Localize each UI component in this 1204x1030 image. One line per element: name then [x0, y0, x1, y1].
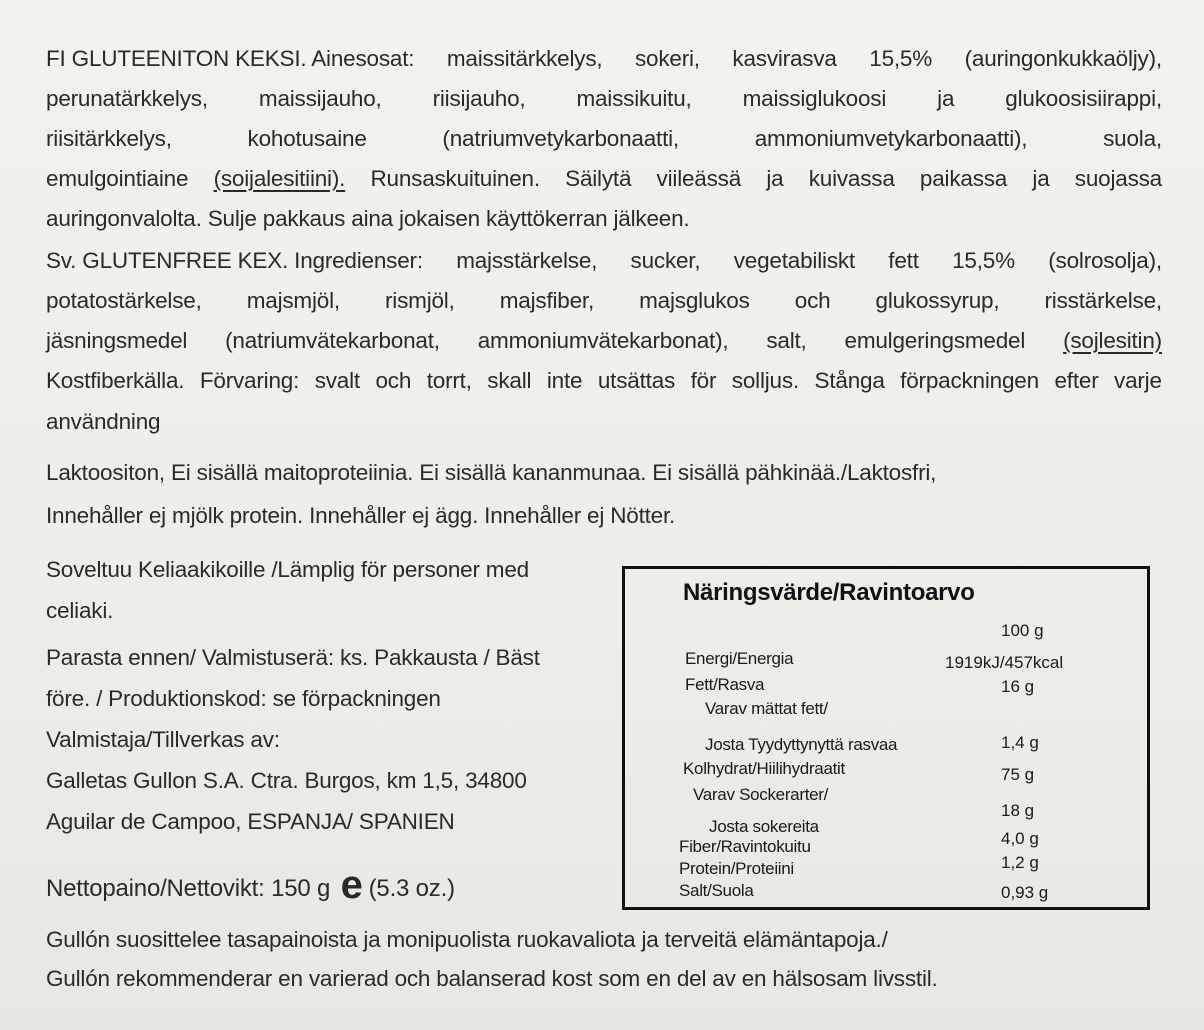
text-word: ammoniumvetykarbonaatti),: [754, 126, 1028, 151]
allergen-line-2: Innehåller ej mjölk protein. Innehåller ej ägg. Innehåller ej Nötter.: [46, 503, 676, 528]
text-word: majsmjöl,: [246, 288, 340, 313]
text-word: varje: [1114, 368, 1162, 393]
net-weight-value: 150 g: [271, 875, 331, 902]
text-word: (natriumvetykarbonaatti,: [442, 126, 679, 151]
text-word: och: [794, 288, 831, 313]
text-word: sucker,: [630, 248, 701, 273]
text-word: fett: [888, 248, 919, 273]
text-word: emulgointiaine: [46, 166, 189, 191]
nutrition-row-value: 1919kJ/457kcal: [945, 653, 1064, 672]
net-weight-oz: (5.3 oz.): [368, 875, 455, 902]
text-word: maissikuitu,: [576, 86, 692, 111]
text-word: för: [690, 368, 717, 393]
manufacturer-address-2: Aguilar de Campoo, ESPANJA/ SPANIEN: [46, 809, 455, 834]
text-word: (natriumvätekarbonat,: [225, 328, 440, 353]
text-word: riisijauho,: [432, 86, 526, 111]
nutrition-row-value: 75 g: [1001, 765, 1035, 784]
text-word: vegetabiliskt: [733, 248, 855, 273]
net-weight-label: Nettopaino/Nettovikt:: [46, 875, 265, 902]
fi-lines-line: [46, 44, 1162, 74]
text-word: glukoosisiirappi,: [1005, 86, 1162, 111]
text-word: sokeri,: [634, 46, 700, 71]
nutrition-row-value: 1,4 g: [1001, 733, 1039, 752]
text-word: FI GLUTEENITON KEKSI. Ainesosat:: [46, 46, 415, 71]
text-word: Förvaring:: [199, 368, 300, 393]
nutrition-row-label: Protein/Proteiini: [679, 859, 794, 878]
fi-lines-line: [46, 124, 1162, 154]
text-word: inte: [546, 368, 583, 393]
text-word: emulgeringsmedel: [844, 328, 1026, 353]
footer-line-1: Gullón suosittelee tasapainoista ja monipuolista ruokavaliota ja terveitä elämäntapoja./: [46, 927, 888, 952]
text-word: ja: [766, 166, 784, 191]
fi-lines-line: [46, 84, 1162, 114]
nutrition-row-label: Fett/Rasva: [685, 675, 765, 694]
text-word: Stånga: [814, 368, 885, 393]
text-word: kuivassa: [808, 166, 895, 191]
nutrition-table: [622, 566, 1150, 910]
finnish-ingredients-last-line: auringonvalolta. Sulje pakkaus aina jokaisen käyttökerran jälkeen.: [46, 206, 690, 231]
text-word: kasvirasva: [732, 46, 837, 71]
text-word: svalt: [314, 368, 360, 393]
text-word: viileässä: [656, 166, 742, 191]
estimated-sign-icon: e: [340, 863, 363, 907]
sv-lines-line: [46, 326, 1162, 356]
text-word: salt,: [766, 328, 807, 353]
text-word: ja: [937, 86, 955, 111]
text-word: majsfiber,: [499, 288, 595, 313]
text-word: kohotusaine: [247, 126, 367, 151]
nutrition-row-label: Salt/Suola: [679, 881, 754, 900]
manufacturer-address-1: Galletas Gullon S.A. Ctra. Burgos, km 1,5, 34800: [46, 768, 527, 793]
nutrition-row-label: Energi/Energia: [685, 649, 794, 668]
text-word: majsglukos: [639, 288, 750, 313]
text-word: maissitärkkelys,: [446, 46, 603, 71]
nutrition-row-value: 16 g: [1001, 677, 1035, 696]
text-word: suojassa: [1074, 166, 1162, 191]
text-word: ja: [1032, 166, 1050, 191]
text-word: torrt,: [426, 368, 472, 393]
sv-lines-line: [46, 286, 1162, 316]
nutrition-row-label: Josta sokereita: [709, 817, 819, 836]
nutrition-title: Näringsvärde/Ravintoarvo: [683, 579, 975, 606]
text-word: Säilytä: [565, 166, 632, 191]
text-word: rismjöl,: [385, 288, 455, 313]
nutrition-row-value: 0,93 g: [1001, 883, 1049, 902]
nutrition-per-100g: 100 g: [1001, 621, 1044, 640]
nutrition-row-label: Varav mättat fett/: [705, 699, 828, 718]
celiac-line-2: celiaki.: [46, 598, 114, 623]
text-word: Runsaskuituinen.: [370, 166, 540, 191]
text-word: (sojlesitin): [1063, 328, 1162, 353]
text-word: paikassa: [919, 166, 1008, 191]
text-word: (soijalesitiini).: [213, 166, 346, 191]
nutrition-row-value: 18 g: [1001, 801, 1035, 820]
text-word: 15,5%: [952, 248, 1015, 273]
text-word: maissijauho,: [258, 86, 382, 111]
swedish-ingredients-last-line: användning: [46, 409, 161, 434]
celiac-line-1: Soveltuu Keliaakikoille /Lämplig för personer med: [46, 557, 529, 582]
nutrition-row-label: Josta Tyydyttynyttä rasvaa: [705, 735, 898, 754]
nutrition-row-label: Fiber/Ravintokuitu: [679, 837, 811, 856]
text-word: efter: [1054, 368, 1099, 393]
fi-lines-line: [46, 164, 1162, 194]
nutrition-row-label: Kolhydrat/Hiilihydraatit: [683, 759, 845, 778]
text-word: suola,: [1103, 126, 1162, 151]
nutrition-row-value: 4,0 g: [1001, 829, 1039, 848]
footer-line-2: Gullón rekommenderar en varierad och balanserad kost som en del av en hälsosam livsstil.: [46, 966, 938, 991]
best-before-line-2: före. / Produktionskod: se förpackningen: [46, 686, 441, 711]
nutrition-row-value: 1,2 g: [1001, 853, 1039, 872]
text-word: glukossyrup,: [875, 288, 1000, 313]
text-word: maissiglukoosi: [742, 86, 887, 111]
best-before-line-1: Parasta ennen/ Valmistuserä: ks. Pakkausta / Bäst: [46, 645, 540, 670]
text-word: 15,5%: [869, 46, 933, 71]
text-word: skall: [487, 368, 532, 393]
text-word: ammoniumvätekarbonat),: [477, 328, 729, 353]
manufacturer-label: Valmistaja/Tillverkas av:: [46, 727, 280, 752]
text-word: risstärkelse,: [1044, 288, 1162, 313]
sv-lines-line: [46, 366, 1162, 396]
text-word: (auringonkukkaöljy),: [964, 46, 1162, 71]
text-word: riisitärkkelys,: [46, 126, 172, 151]
text-word: och: [375, 368, 412, 393]
text-word: Sv. GLUTENFREE KEX. Ingredienser:: [46, 248, 423, 273]
text-word: utsättas: [597, 368, 676, 393]
sv-lines-line: [46, 246, 1162, 276]
text-word: perunatärkkelys,: [46, 86, 208, 111]
allergen-line-1: Laktoositon, Ei sisällä maitoproteiinia. Ei sisällä kananmunaa. Ei sisällä pähkinää./Laktosfri,: [46, 460, 937, 485]
text-word: Kostfiberkälla.: [46, 368, 185, 393]
text-word: solljus.: [731, 368, 799, 393]
text-word: jäsningsmedel: [46, 328, 188, 353]
nutrition-row-label: Varav Sockerarter/: [693, 785, 829, 804]
net-weight: [46, 863, 455, 907]
text-word: (solrosolja),: [1048, 248, 1162, 273]
text-word: majsstärkelse,: [456, 248, 598, 273]
text-word: förpackningen: [900, 368, 1039, 393]
text-word: potatostärkelse,: [46, 288, 202, 313]
